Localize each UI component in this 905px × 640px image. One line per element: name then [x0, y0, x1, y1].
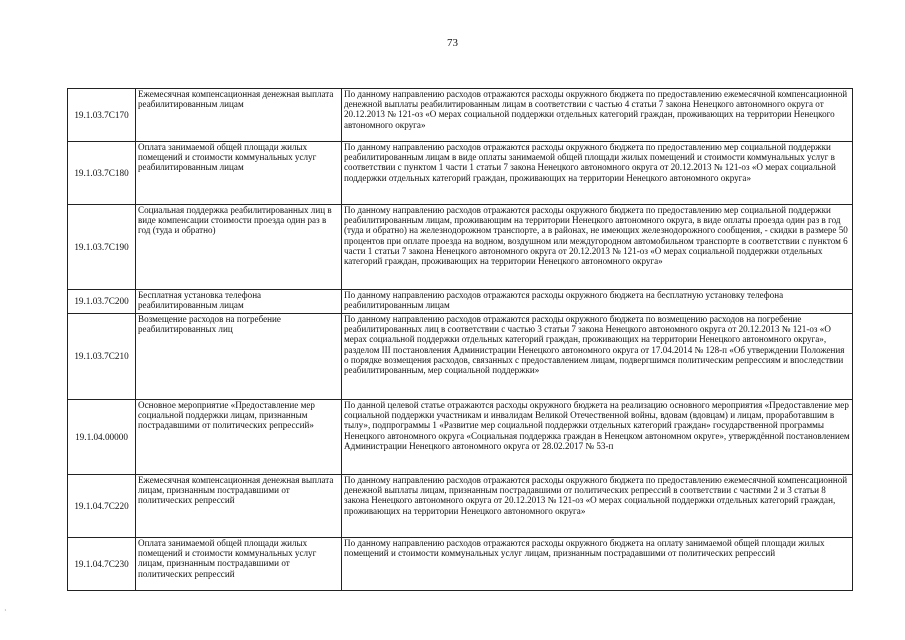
table-row: [68, 290, 853, 314]
row-name: Ежемесячная компенсационная денежная выплата лицам, признанным пострадавшими от политических репрессий: [136, 475, 342, 538]
row-code: 19.1.04.7С220: [68, 475, 136, 538]
scan-mark: ·: [4, 606, 7, 615]
row-description: По данному направлению расходов отражаются расходы окружного бюджета на бесплатную установку телефона реабилитированным лицам: [342, 290, 853, 314]
page-number: 73: [447, 37, 458, 49]
row-code: 19.1.03.7С180: [68, 142, 136, 205]
row-description: По данному направлению расходов отражаются расходы окружного бюджета по предоставлению мер социальной поддержки реабилитированным лицам, проживающим на территории Ненецкого автономного округа, в виде оплаты проезда один раз в год (туда и обратно) на железнодорожном транспорте, а в районах, не имеющих железнодорожного сообщения, - скидки в размере 50 процентов при оплате проезда на водном, воздушном или междугородном автомобильном транспорте в соответствии с пунктом 6 части 1 статьи 7 закона Ненецкого автономного округа от 20.12.2013 № 121-оз «О мерах социальной поддержки отдельных категорий граждан, проживающих на территории Ненецкого автономного округа»: [342, 205, 853, 290]
row-name: Социальная поддержка реабилитированных лиц в виде компенсации стоимости проезда один раз в год (туда и обратно): [136, 205, 342, 290]
row-name: Оплата занимаемой общей площади жилых помещений и стоимости коммунальных услуг реабилитированным лицам: [136, 142, 342, 205]
row-code: 19.1.04.7С230: [68, 538, 136, 591]
row-name: Ежемесячная компенсационная денежная выплата реабилитированным лицам: [136, 89, 342, 142]
row-code: 19.1.03.7С170: [68, 89, 136, 142]
row-name: Оплата занимаемой общей площади жилых помещений и стоимости коммунальных услуг лицам, признанным пострадавшими от политических репрессий: [136, 538, 342, 591]
budget-classification-table: [67, 88, 853, 591]
row-code: 19.1.03.7С190: [68, 205, 136, 290]
row-name: Бесплатная установка телефона реабилитированным лицам: [136, 290, 342, 314]
row-description: По данной целевой статье отражаются расходы окружного бюджета на реализацию основного мероприятия «Предоставление мер социальной поддержки участникам и инвалидам Великой Отечественной войны, вдовам (вдовцам) и лицам, проработавшим в тылу», подпрограммы 1 «Развитие мер социальной поддержки отдельных категорий граждан» государственной программы Ненецкого автономного округа «Социальная поддержка граждан в Ненецком автономном округе», утверждённой постановлением Администрации Ненецкого автономного округа от 28.02.2017 № 53-п: [342, 400, 853, 475]
row-code: 19.1.04.00000: [68, 400, 136, 475]
table-row: [68, 475, 853, 538]
row-description: По данному направлению расходов отражаются расходы окружного бюджета по возмещению расходов на погребение реабилитированных лиц в соответствии с частью 3 статьи 7 закона Ненецкого автономного округа от 20.12.2013 № 121-оз «О мерах социальной поддержки отдельных категорий граждан, проживающих на территории Ненецкого автономного округа», разделом III постановления Администрации Ненецкого автономного округа от 17.04.2014 № 128-п «Об утверждении Положения о порядке возмещения расходов, связанных с предоставлением лицам, подвергшимся политическим репрессиям и впоследствии реабилитированным, мер социальной поддержки»: [342, 314, 853, 400]
row-description: По данному направлению расходов отражаются расходы окружного бюджета по предоставлению мер социальной поддержки реабилитированным лицам в виде оплаты занимаемой общей площади жилых помещений и стоимости коммунальных услуг в соответствии с пунктом 1 части 1 статьи 7 закона Ненецкого автономного округа от 20.12.2013 № 121-оз «О мерах социальной поддержки отдельных категорий граждан, проживающих на территории Ненецкого автономного округа»: [342, 142, 853, 205]
table-row: [68, 89, 853, 142]
table-row: [68, 538, 853, 591]
row-description: По данному направлению расходов отражаются расходы окружного бюджета на оплату занимаемой общей площади жилых помещений и стоимости коммунальных услуг лицам, признанным пострадавшими от политических репрессий: [342, 538, 853, 591]
row-description: По данному направлению расходов отражаются расходы окружного бюджета по предоставлению ежемесячной компенсационной денежной выплаты реабилитированным лицам в соответствии с частью 4 статьи 7 закона Ненецкого автономного округа от 20.12.2013 № 121-оз «О мерах социальной поддержки отдельных категорий граждан, проживающих на территории Ненецкого автономного округа»: [342, 89, 853, 142]
table-row: [68, 205, 853, 290]
row-name: Возмещение расходов на погребение реабилитированных лиц: [136, 314, 342, 400]
table-row: [68, 314, 853, 400]
row-code: 19.1.03.7С210: [68, 314, 136, 400]
table-row: [68, 400, 853, 475]
table-row: [68, 142, 853, 205]
row-code: 19.1.03.7С200: [68, 290, 136, 314]
row-description: По данному направлению расходов отражаются расходы окружного бюджета по предоставлению ежемесячной компенсационной денежной выплаты лицам, признанным пострадавшими от политических репрессий в соответствии с частями 2 и 3 статьи 8 закона Ненецкого автономного округа от 20.12.2013 № 121-оз «О мерах социальной поддержки отдельных категорий граждан, проживающих на территории Ненецкого автономного округа»: [342, 475, 853, 538]
row-name: Основное мероприятие «Предоставление мер социальной поддержки лицам, признанным пострадавшими от политических репрессий»: [136, 400, 342, 475]
